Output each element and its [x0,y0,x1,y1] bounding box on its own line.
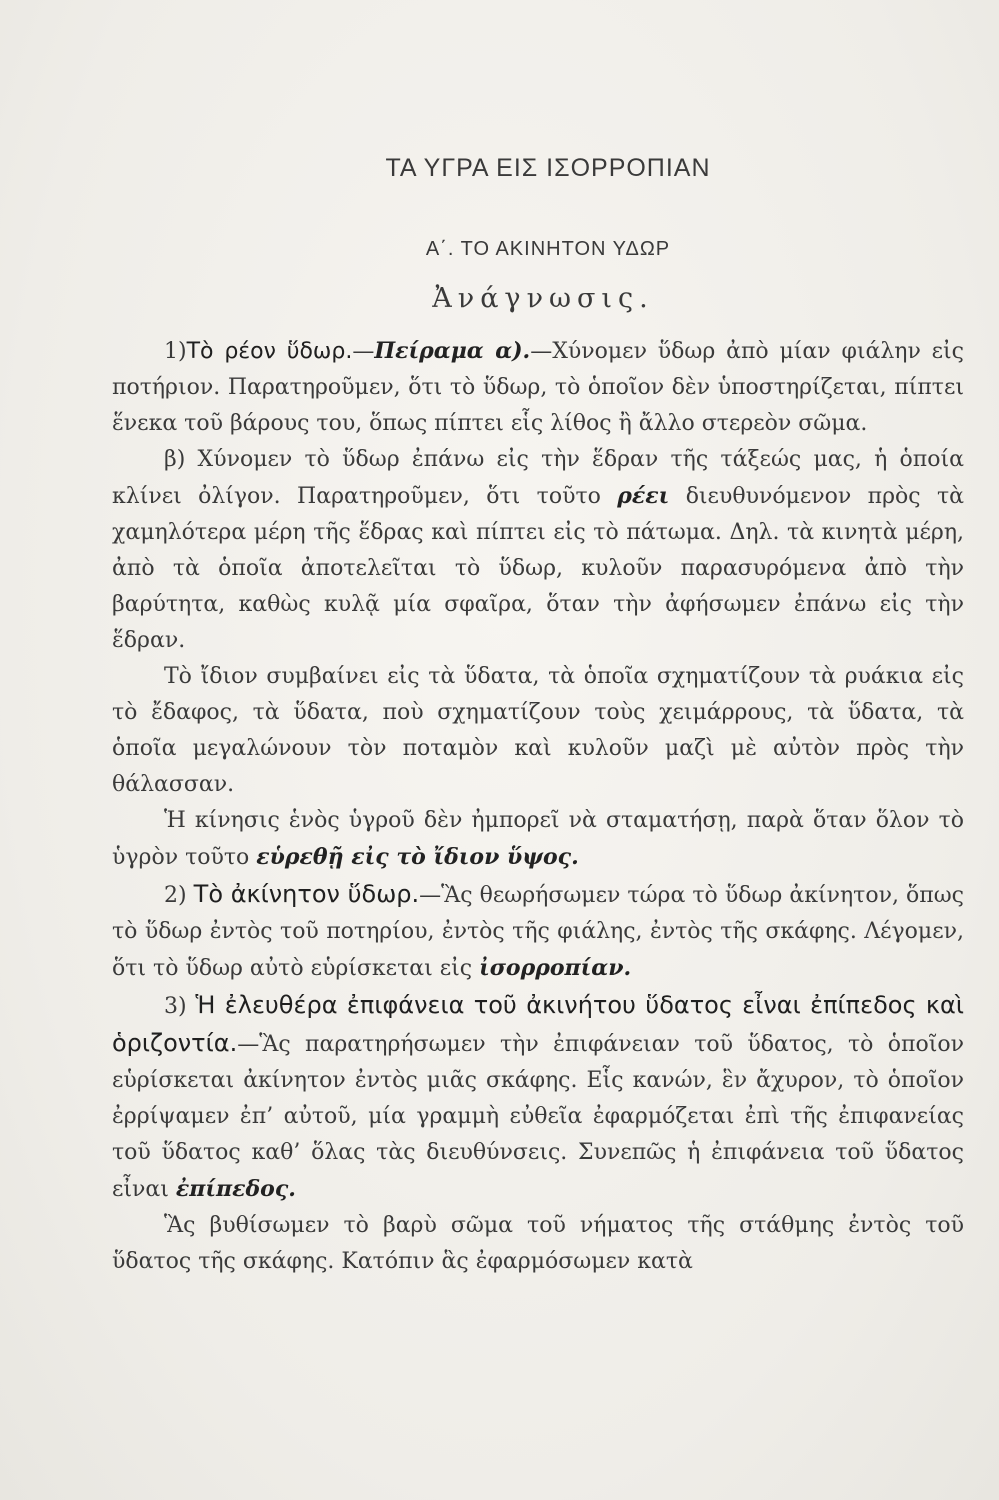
paragraph-2-emphasis: ρέει [617,483,670,509]
paragraph-1 [112,333,964,442]
page-text-block [112,150,964,1280]
paragraph-1-number: 1) [164,339,187,364]
paragraph-4-text: Ἡ κίνησις ἑνὸς ὑγροῦ δὲν ἠμπορεῖ νὰ σταματήσῃ, παρὰ ὅταν ὅλον τὸ ὑγρὸν τοῦτο [112,808,964,870]
paragraph-6-dash: — [237,1032,260,1057]
paragraph-5-number: 2) [164,883,187,908]
paragraph-5-text: Ἃς θεωρήσωμεν τώρα τὸ ὕδωρ ἀκίνητον, ὅπως τὸ ὕδωρ ἐντὸς τοῦ ποτηρίου, ἐντὸς τῆς φιάλης, ἐντὸς τῆς σκάφης. Λέγομεν, ὅτι τὸ ὕδωρ αὐτὸ εὑρίσκεται εἰς [112,883,964,981]
paragraph-1-experiment: Πείραμα α). [374,338,531,364]
paragraph-5-dash: — [419,883,442,908]
paragraph-2-text-b: διευθυνόμενον πρὸς τὰ χαμηλότερα μέρη τῆς ἕδρας καὶ πίπτει εἰς τὸ πάτωμα. Δηλ. τὰ κινητὰ μέρη, ἀπὸ τὰ ὁποῖα ἀποτελεῖται τὸ ὕδωρ, κυλοῦν παρασυρόμενα ἀπὸ τὴν βαρύτητα, καθὼς κυλᾷ μία σφαῖρα, ὅταν τὴν ἀφήσωμεν ἐπάνω εἰς τὴν ἕδραν. [112,484,965,653]
paragraph-2 [112,442,964,659]
paragraph-4 [112,803,964,876]
paragraph-6-heading: Ἡ ἐλευθέρα ἐπιφάνεια τοῦ ἀκινήτου ὕδατος εἶναι ἐπίπεδος καὶ ὁριζοντία. [112,991,964,1057]
chapter-subtitle: Α΄. ΤΟ ΑΚΙΝΗΤΟΝ ΥΔΩΡ [425,238,671,260]
paragraph-6-number: 3) [164,994,187,1019]
paragraph-6-text: Ἃς παρατηρήσωμεν τὴν ἐπιφάνειαν τοῦ ὕδατος, τὸ ὁποῖον εὑρίσκεται ἀκίνητον ἐντὸς μιᾶς σκάφης. Εἷς κανών, ἓν ἄχυρον, τὸ ὁποῖον ἐρρίψαμεν ἐπ’ αὐτοῦ, μία γραμμὴ εὐθεῖα ἐφαρμόζεται ἐπὶ τῆς ἐπιφανείας τοῦ ὕδατος καθ’ ὅλας τὰς διευθύνσεις. Συνεπῶς ἡ ἐπιφάνεια τοῦ ὕδατος εἶναι [112,1032,964,1202]
paragraph-6-emphasis: ἐπίπεδος. [175,1176,296,1202]
chapter-title: ΤΑ ΥΓΡΑ ΕΙΣ ΙΣΟΡΡΟΠΙΑΝ [385,154,711,182]
paragraph-1-dash-2: — [530,339,553,364]
paragraph-4-emphasis: εὑρεθῇ εἰς τὸ ἴδιον ὕψος. [256,844,579,870]
paragraph-5 [112,876,964,987]
paragraph-3: Τὸ ἴδιον συμβαίνει εἰς τὰ ὕδατα, τὰ ὁποῖα σχηματίζουν τὰ ρυάκια εἰς τὸ ἔδαφος, τὰ ὕδατα, ποὺ σχηματίζουν τοὺς χειμάρρους, τὰ ὕδατα, τὰ ὁποῖα μεγαλώνουν τὸν ποταμὸν καὶ κυλοῦν μαζὶ μὲ αὐτὸν πρὸς τὴν θάλασσαν. [112,664,964,797]
paragraph-6 [112,987,964,1208]
paragraph-1-dash-1: — [352,339,375,364]
paragraph-2-text-a: β) Χύνομεν τὸ ὕδωρ ἐπάνω εἰς τὴν ἕδραν τῆς τάξεώς μας, ἡ ὁποία κλίνει ὀλίγον. Παρατηροῦμεν, ὅτι τοῦτο [112,447,964,509]
paragraph-1-text: Χύνομεν ὕδωρ ἀπὸ μίαν φιάλην εἰς ποτήριον. Παρατηροῦμεν, ὅτι τὸ ὕδωρ, τὸ ὁποῖον δὲν ὑποστηρίζεται, πίπτει ἕνεκα τοῦ βάρους του, ὅπως πίπτει εἷς λίθος ἢ ἄλλο στερεὸν σῶμα. [112,339,964,436]
paragraph-1-heading: Τὸ ρέον ὕδωρ. [186,339,353,364]
paragraph-7: Ἃς βυθίσωμεν τὸ βαρὺ σῶμα τοῦ νήματος τῆς στάθμης ἐντὸς τοῦ ὕδατος τῆς σκάφης. Κατόπιν ἃς ἐφαρμόσωμεν κατὰ [112,1213,964,1274]
paragraph-5-heading: Τὸ ἀκίνητον ὕδωρ. [193,880,420,908]
section-heading: Ἀνάγνωσις. [432,283,654,314]
paragraph-5-emphasis: ἰσορροπίαν. [479,955,632,981]
